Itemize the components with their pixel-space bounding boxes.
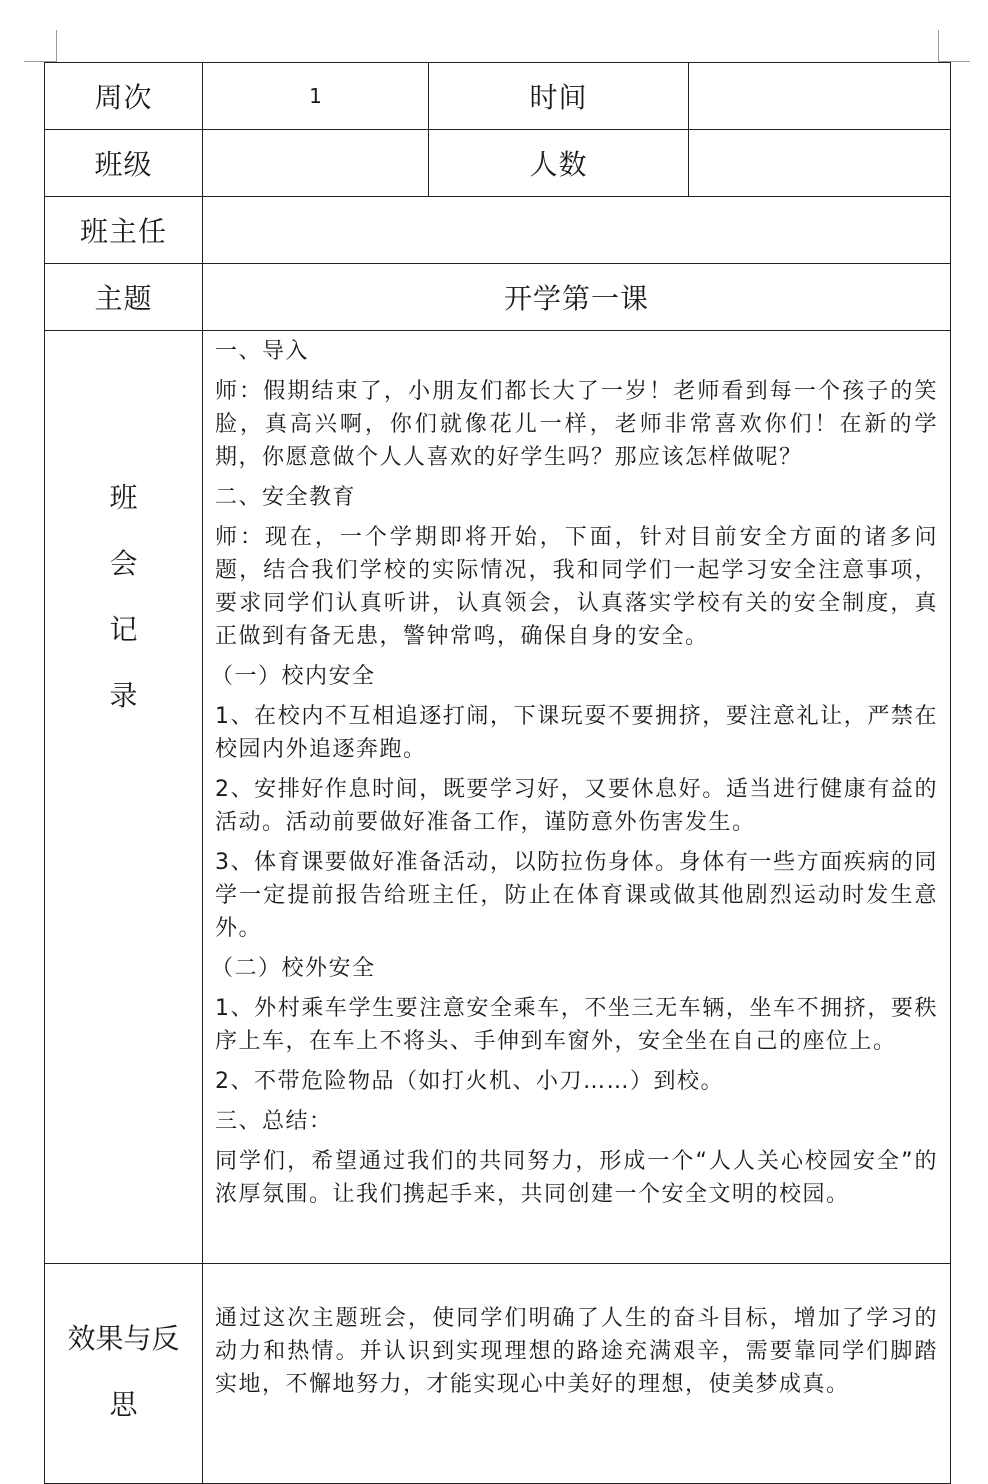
headcount-value [689,130,951,197]
theme-value: 开学第一课 [203,264,951,331]
head-teacher-value [203,197,951,264]
record-paragraph: 1、在校内不互相追逐打闹，下课玩耍不要拥挤，要注意礼让，严禁在校园内外追逐奔跑。 [215,704,938,762]
record-paragraph: 师：现在，一个学期即将开始，下面，针对目前安全方面的诸多问题，结合我们学校的实际情况，我和同学们一起学习安全注意事项，要求同学们认真听讲，认真领会，认真落实学校有关的安全制度，真正做到有备无患，警钟常鸣，确保自身的安全。 [215,525,938,649]
record-label-char: 会 [109,547,138,580]
record-heading-safety: 二、安全教育 [215,485,357,510]
row-theme [45,264,951,331]
class-value [203,130,429,197]
record-paragraph: 3、体育课要做好准备活动，以防拉伤身体。身体有一些方面疾病的同学一定提前报告给班主任，防止在体育课或做其他剧烈运动时发生意外。 [215,850,938,941]
class-label: 班级 [45,130,203,197]
reflection-content [203,1264,951,1484]
corner-mark-right-vertical [938,30,939,62]
meeting-record-label [45,331,203,1264]
row-head-teacher [45,197,951,264]
reflection-label [45,1264,203,1484]
time-value [689,63,951,130]
reflection-text: 通过这次主题班会，使同学们明确了人生的奋斗目标，增加了学习的动力和热情。并认识到实现理想的路途充满艰辛，需要靠同学们脚踏实地，不懈地努力，才能实现心中美好的理想，使美梦成真。 [215,1306,938,1397]
record-label-char: 录 [109,679,138,712]
row-reflection [45,1264,951,1484]
week-value: 1 [203,63,429,130]
row-week-time [45,63,951,130]
time-label: 时间 [429,63,689,130]
record-paragraph: 2、不带危险物品（如打火机、小刀……）到校。 [215,1069,724,1094]
reflection-label-line: 效果与反 [67,1322,180,1355]
row-class-count [45,130,951,197]
meeting-record-content [203,331,951,1264]
record-heading-summary: 三、总结： [215,1109,333,1134]
record-paragraph: 师：假期结束了，小朋友们都长大了一岁！老师看到每一个孩子的笑脸，真高兴啊，你们就像花儿一样，老师非常喜欢你们！在新的学期，你愿意做个人人喜欢的好学生吗？那应该怎样做呢？ [215,379,938,470]
record-paragraph: 同学们，希望通过我们的共同努力，形成一个“人人关心校园安全”的浓厚氛围。让我们携起手来，共同创建一个安全文明的校园。 [215,1149,938,1207]
record-subheading-offcampus: （二）校外安全 [211,956,376,981]
class-meeting-record-table [44,62,951,1484]
record-heading-intro: 一、导入 [215,339,310,364]
record-label-char: 记 [109,613,138,646]
record-label-char: 班 [109,481,138,514]
week-label: 周次 [45,63,203,130]
record-paragraph: 2、安排好作息时间，既要学习好，又要休息好。适当进行健康有益的活动。活动前要做好准备工作，谨防意外伤害发生。 [215,777,938,835]
head-teacher-label: 班主任 [45,197,203,264]
corner-mark-left-vertical [56,30,57,62]
row-meeting-record [45,331,951,1264]
reflection-label-line: 思 [109,1388,138,1421]
headcount-label: 人数 [429,130,689,197]
theme-label: 主题 [45,264,203,331]
record-paragraph: 1、外村乘车学生要注意安全乘车，不坐三无车辆，坐车不拥挤，要秩序上车，在车上不将头、手伸到车窗外，安全坐在自己的座位上。 [215,996,938,1054]
record-subheading-campus: （一）校内安全 [211,664,376,689]
